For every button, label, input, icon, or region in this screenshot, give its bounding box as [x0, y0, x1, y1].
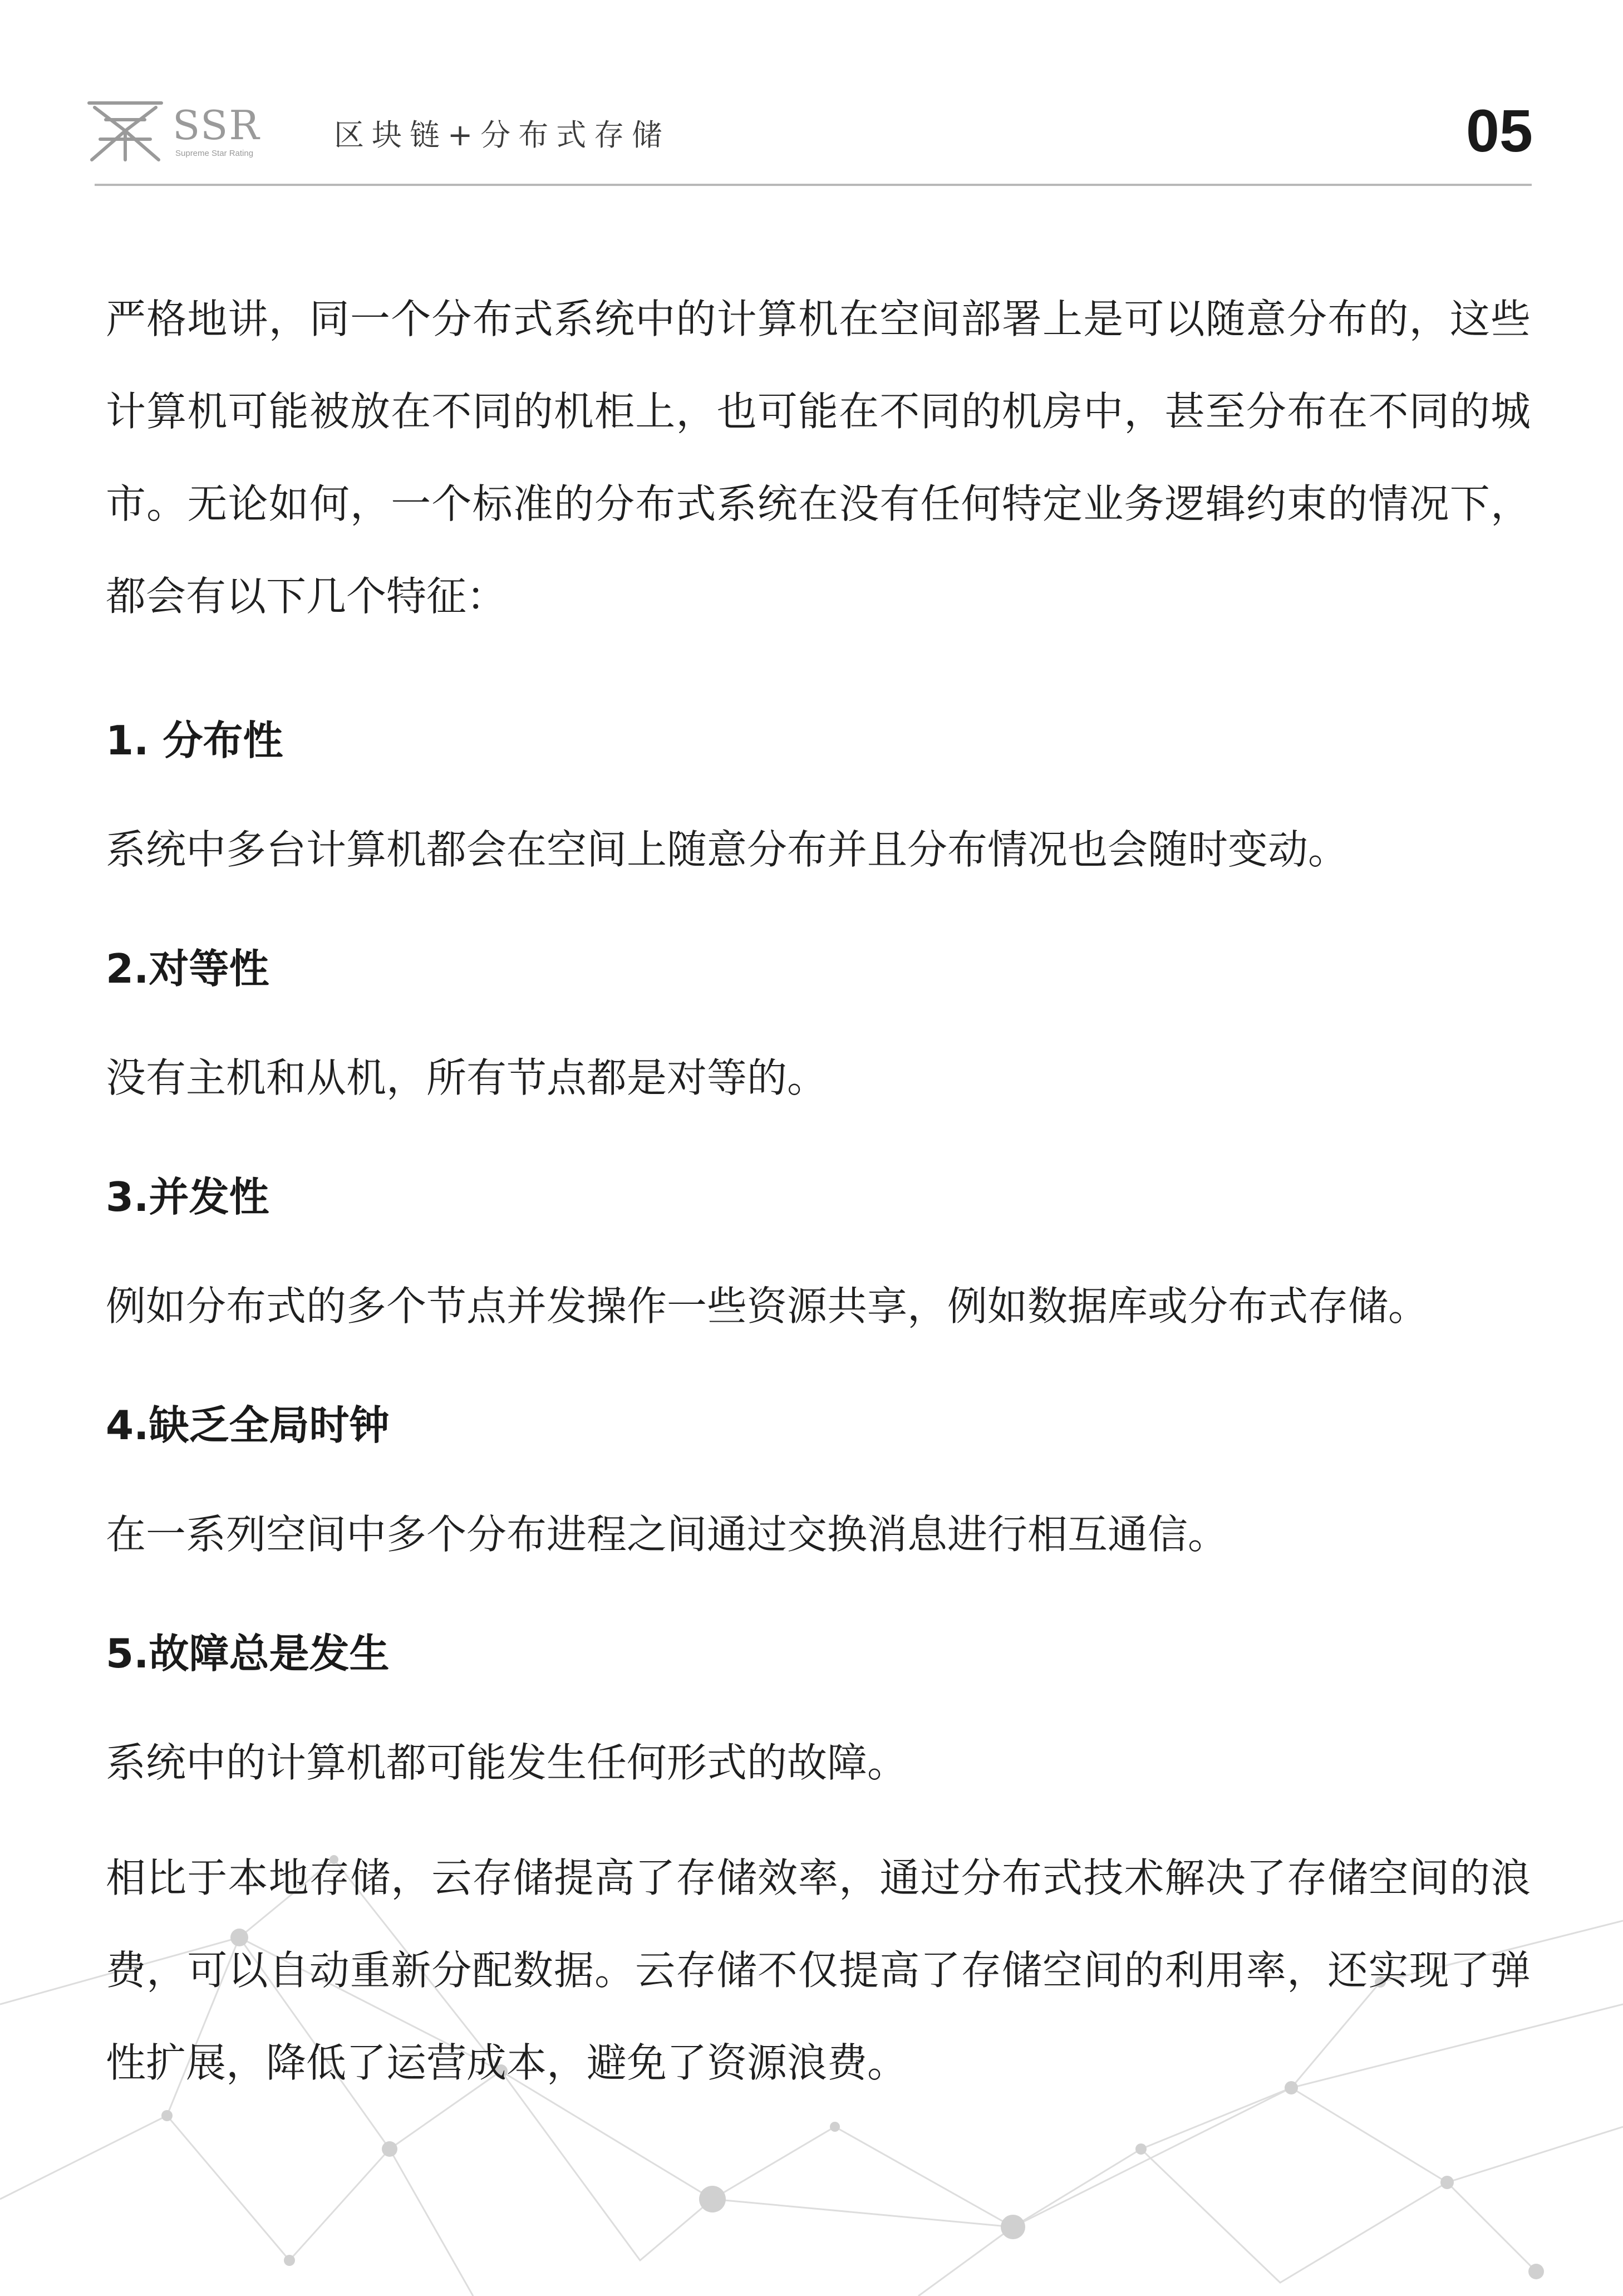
header-divider: [95, 184, 1532, 186]
feature-description: 在一系列空间中多个分布进程之间通过交换消息进行相互通信。: [106, 1511, 1228, 1558]
feature-item: [106, 933, 1531, 1113]
ssr-logo: [83, 97, 284, 164]
feature-item: [106, 1161, 1531, 1342]
intro-paragraph: 严格地讲，同一个分布式系统中的计算机在空间部署上是可以随意分布的，这些计算机可能被放在不同的机柜上，也可能在不同的机房中，甚至分布在不同的城市。无论如何，一个标准的分布式系统在没有任何特定业务逻辑约束的情况下，都会有以下几个特征：: [106, 296, 1531, 620]
feature-description: 例如分布式的多个节点并发操作一些资源共享，例如数据库或分布式存储。: [106, 1283, 1429, 1329]
feature-title: 1. 分布性: [106, 717, 283, 764]
document-body: [106, 273, 1531, 2109]
feature-title: 3.并发性: [106, 1174, 269, 1220]
page-header: [0, 0, 1623, 189]
feature-title: 2.对等性: [106, 945, 269, 992]
logo-text: SSR: [173, 102, 260, 149]
logo-subtext: Supreme Star Rating: [175, 149, 254, 158]
feature-description: 没有主机和从机，所有节点都是对等的。: [106, 1054, 828, 1101]
closing-paragraph: 相比于本地存储，云存储提高了存储效率，通过分布式技术解决了存储空间的浪费，可以自动重新分配数据。云存储不仅提高了存储空间的利用率，还实现了弹性扩展，降低了运营成本，避免了资源浪费。: [106, 1855, 1531, 2086]
feature-description: 系统中多台计算机都会在空间上随意分布并且分布情况也会随时变动。: [106, 826, 1349, 873]
feature-item: [106, 1390, 1531, 1570]
ssr-star-logo-icon: [83, 97, 167, 164]
header-title: 区块链+分布式存储: [334, 117, 670, 153]
feature-item: [106, 1618, 1531, 1798]
feature-description: 系统中的计算机都可能发生任何形式的故障。: [106, 1739, 908, 1786]
feature-title: 4.缺乏全局时钟: [106, 1402, 390, 1449]
feature-title: 5.故障总是发生: [106, 1630, 390, 1677]
page-number: 05: [1465, 97, 1533, 164]
feature-item: [106, 705, 1531, 885]
